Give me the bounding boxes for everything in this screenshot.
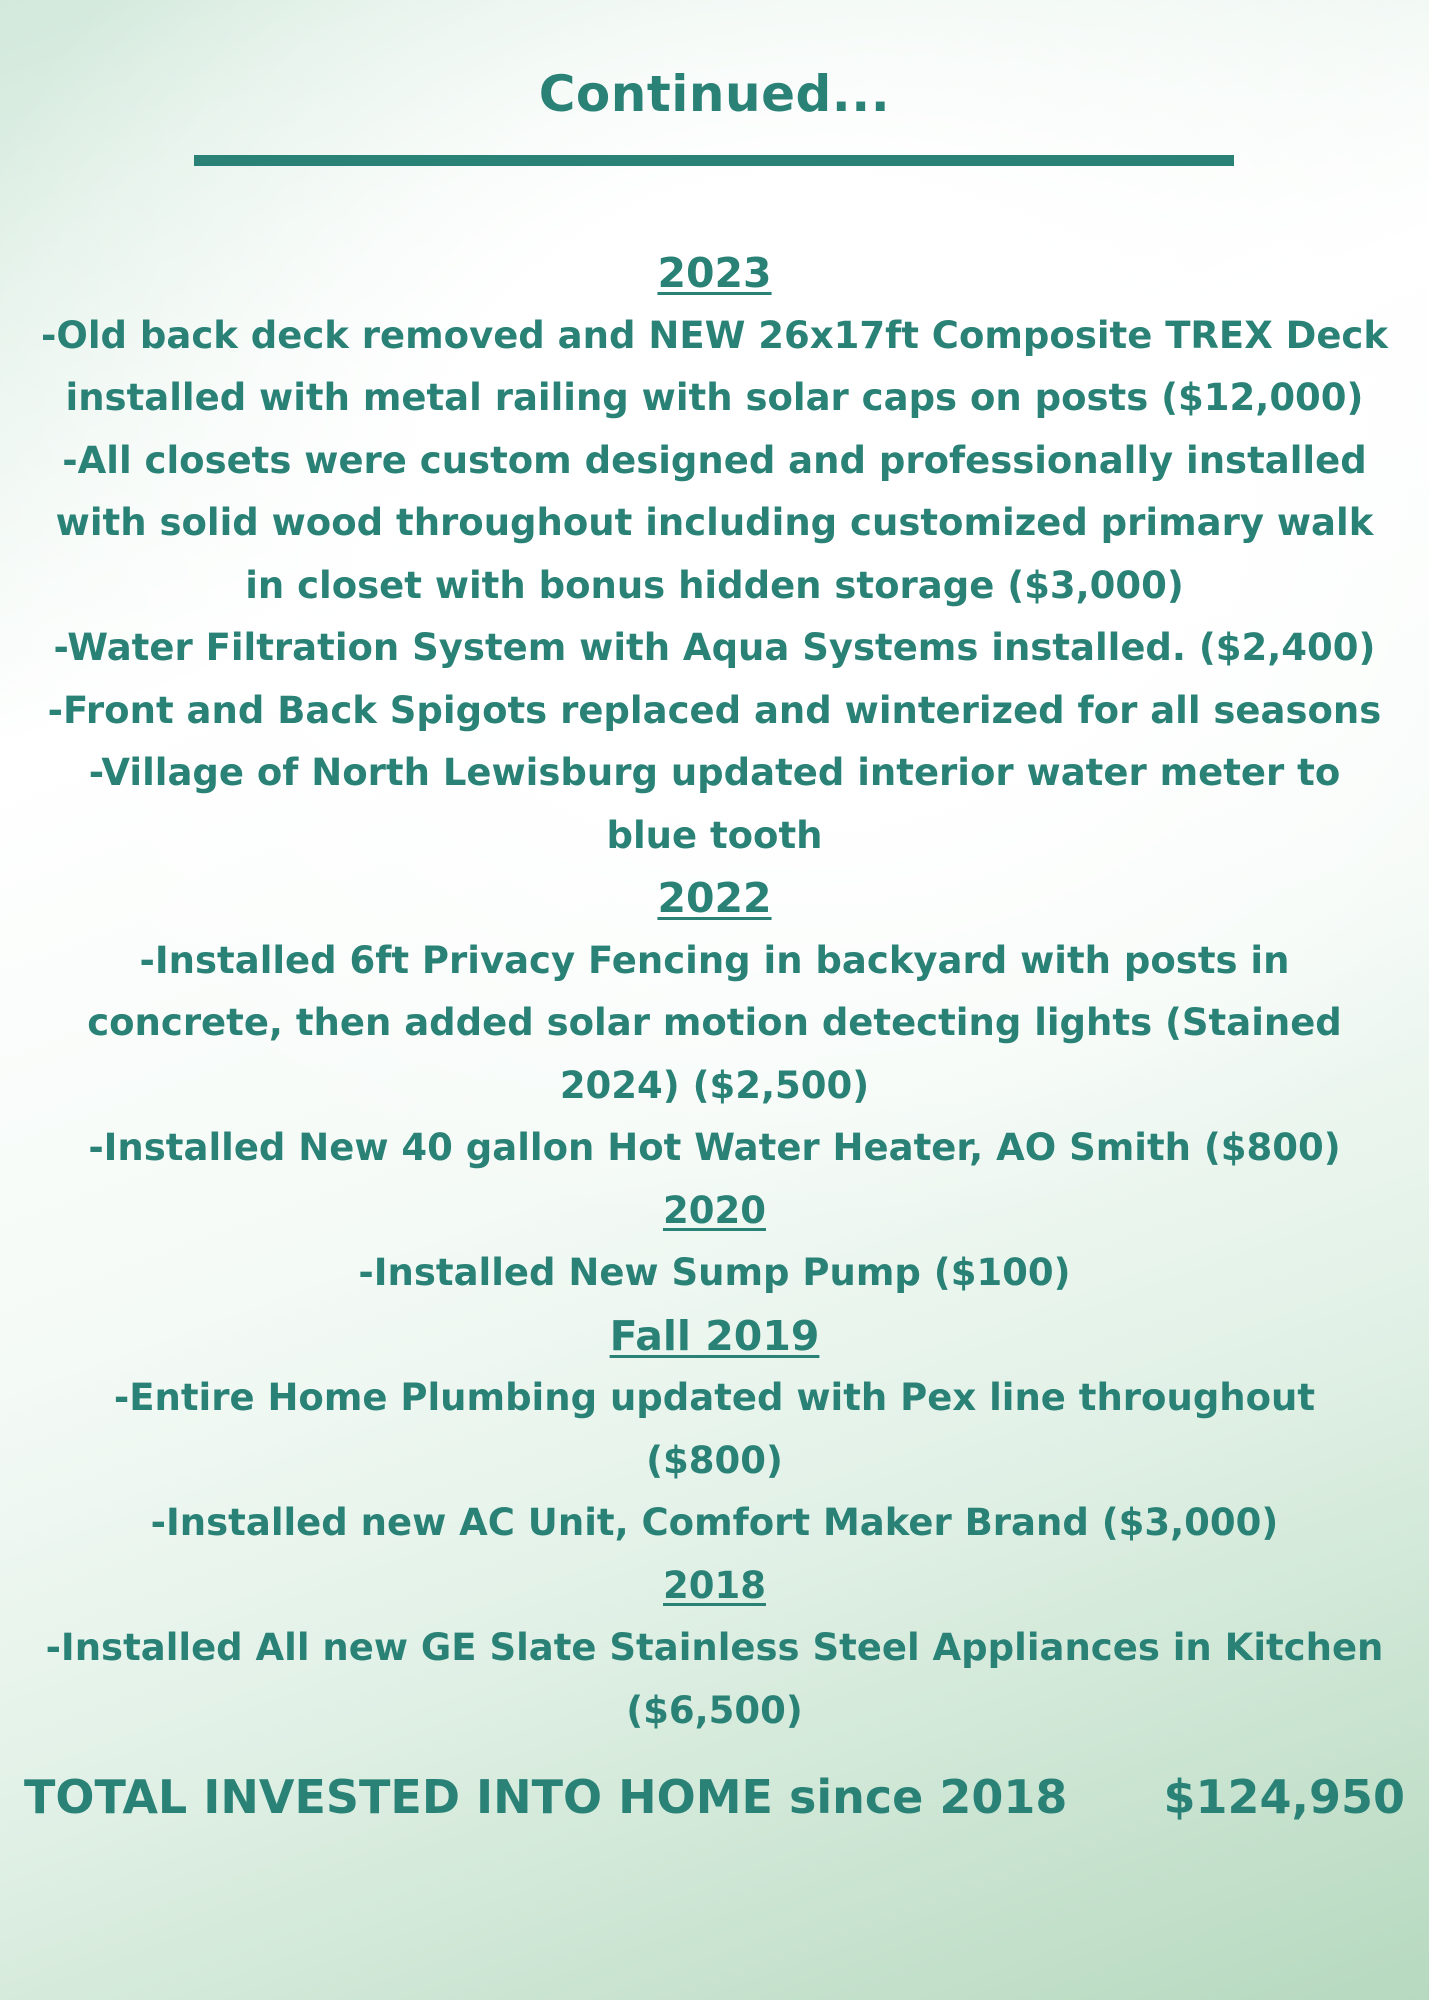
section-2018 [40, 1555, 1389, 1743]
list-item: -Entire Home Plumbing updated with Pex line throughout ($800) [113, 1376, 1316, 1482]
list-item: -Installed New Sump Pump ($100) [358, 1251, 1071, 1294]
list-item: -Installed New 40 gallon Hot Water Heater, AO Smith ($800) [88, 1126, 1341, 1169]
total-invested [0, 1762, 1429, 1832]
section-2023 [40, 242, 1389, 867]
list-item: -Old back deck removed and NEW 26x17ft Composite TREX Deck installed with metal railing with solar caps on posts ($12,000) [41, 313, 1388, 419]
list-item: -Installed 6ft Privacy Fencing in backyard with posts in concrete, then added solar motion detecting lights (Stained 2024) ($2,500) [87, 938, 1342, 1107]
section-2022 [40, 867, 1389, 1180]
section-2020 [40, 1180, 1389, 1305]
total-value: $124,950 [1163, 1770, 1405, 1824]
improvements-list [40, 242, 1389, 1742]
page-title: Continued... [538, 65, 891, 123]
section-year: 2018 [663, 1563, 766, 1607]
list-item: -All closets were custom designed and professionally installed with solid wood throughout including customized primary walk in closet with bonus hidden storage ($3,000) [55, 438, 1374, 607]
list-item: -Installed All new GE Slate Stainless Steel Appliances in Kitchen ($6,500) [45, 1626, 1384, 1732]
section-year: 2023 [657, 249, 772, 297]
section-fall-2019 [40, 1305, 1389, 1555]
title-divider [194, 155, 1234, 166]
list-item: -Front and Back Spigots replaced and winterized for all seasons [47, 688, 1382, 732]
list-item: -Water Filtration System with Aqua Systems installed. ($2,400) [53, 626, 1376, 669]
section-year: 2022 [657, 874, 772, 922]
list-item: -Installed new AC Unit, Comfort Maker Brand ($3,000) [150, 1501, 1279, 1544]
total-label: TOTAL INVESTED INTO HOME since 2018 [24, 1770, 1068, 1824]
section-year: Fall 2019 [609, 1311, 820, 1360]
section-year: 2020 [663, 1188, 766, 1232]
list-item: -Village of North Lewisburg updated interior water meter to blue tooth [88, 751, 1341, 857]
